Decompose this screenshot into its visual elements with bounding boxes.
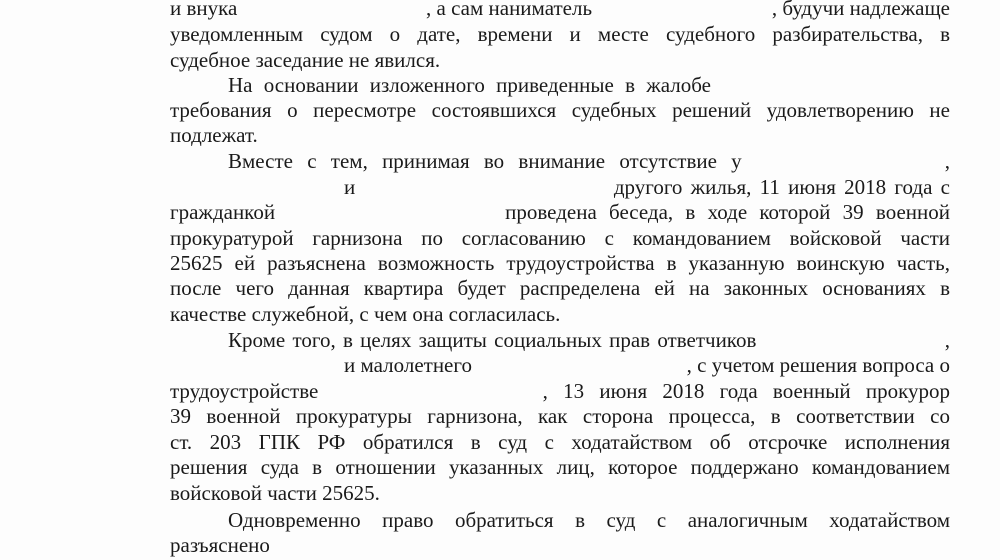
text-fragment: Вместе с тем, принимая во внимание отсутствие у	[228, 149, 742, 173]
text-line: 25625 ей разъяснена возможность трудоустройства в указанную воинскую часть,	[170, 251, 950, 275]
text-line: после чего данная квартира будет распределена ей на законных основаниях в	[170, 276, 950, 300]
text-line: качестве служебной, с чем она согласилась.	[170, 302, 561, 326]
text-line: прокуратурой гарнизона по согласованию с командованием войсковой части	[170, 226, 950, 250]
text-line	[170, 174, 950, 200]
text-line	[170, 327, 950, 353]
text-line: уведомленным судом о дате, времени и месте судебного разбирательства, в	[170, 22, 950, 46]
text-fragment: и малолетнего	[344, 353, 472, 377]
text-line	[170, 148, 950, 174]
text-line: На основании изложенного приведенные в жалобе	[228, 73, 711, 97]
text-line: судебное заседание не явился.	[170, 48, 441, 72]
text-fragment: гражданкой	[170, 200, 276, 224]
text-fragment: , будучи надлежаще	[771, 0, 950, 20]
text-fragment: ,	[944, 149, 950, 173]
text-fragment: Кроме того, в целях защиты социальных прав ответчиков	[228, 328, 757, 352]
text-line	[170, 378, 950, 404]
text-fragment: , а сам наниматель	[426, 0, 593, 20]
text-line: разъяснено	[170, 533, 270, 557]
text-fragment: и	[344, 175, 356, 199]
text-fragment: , 13 июня 2018 года военный прокурор	[542, 379, 950, 403]
text-line: войсковой части 25625.	[170, 481, 380, 505]
text-line: Одновременно право обратиться в суд с аналогичным ходатайством	[228, 508, 950, 532]
text-line: ст. 203 ГПК РФ обратился в суд с ходатайством об отсрочке исполнения	[170, 430, 950, 454]
text-line: требования о пересмотре состоявшихся судебных решений удовлетворению не	[170, 98, 950, 122]
text-fragment: другого жилья, 11 июня 2018 года с	[613, 175, 950, 199]
text-fragment: проведена беседа, в ходе которой 39 военной	[505, 200, 950, 224]
text-line: 39 военной прокуратуры гарнизона, как сторона процесса, в соответствии со	[170, 404, 950, 428]
text-fragment: трудоустройстве	[170, 379, 319, 403]
text-fragment: и внука	[170, 0, 238, 20]
text-line: решения суда в отношении указанных лиц, которое поддержано командованием	[170, 455, 950, 479]
text-line	[170, 0, 950, 21]
text-line	[170, 199, 950, 225]
text-fragment: ,	[944, 328, 950, 352]
text-line: подлежат.	[170, 123, 258, 147]
text-line	[170, 352, 950, 378]
text-fragment: , с учетом решения вопроса о	[686, 353, 950, 377]
